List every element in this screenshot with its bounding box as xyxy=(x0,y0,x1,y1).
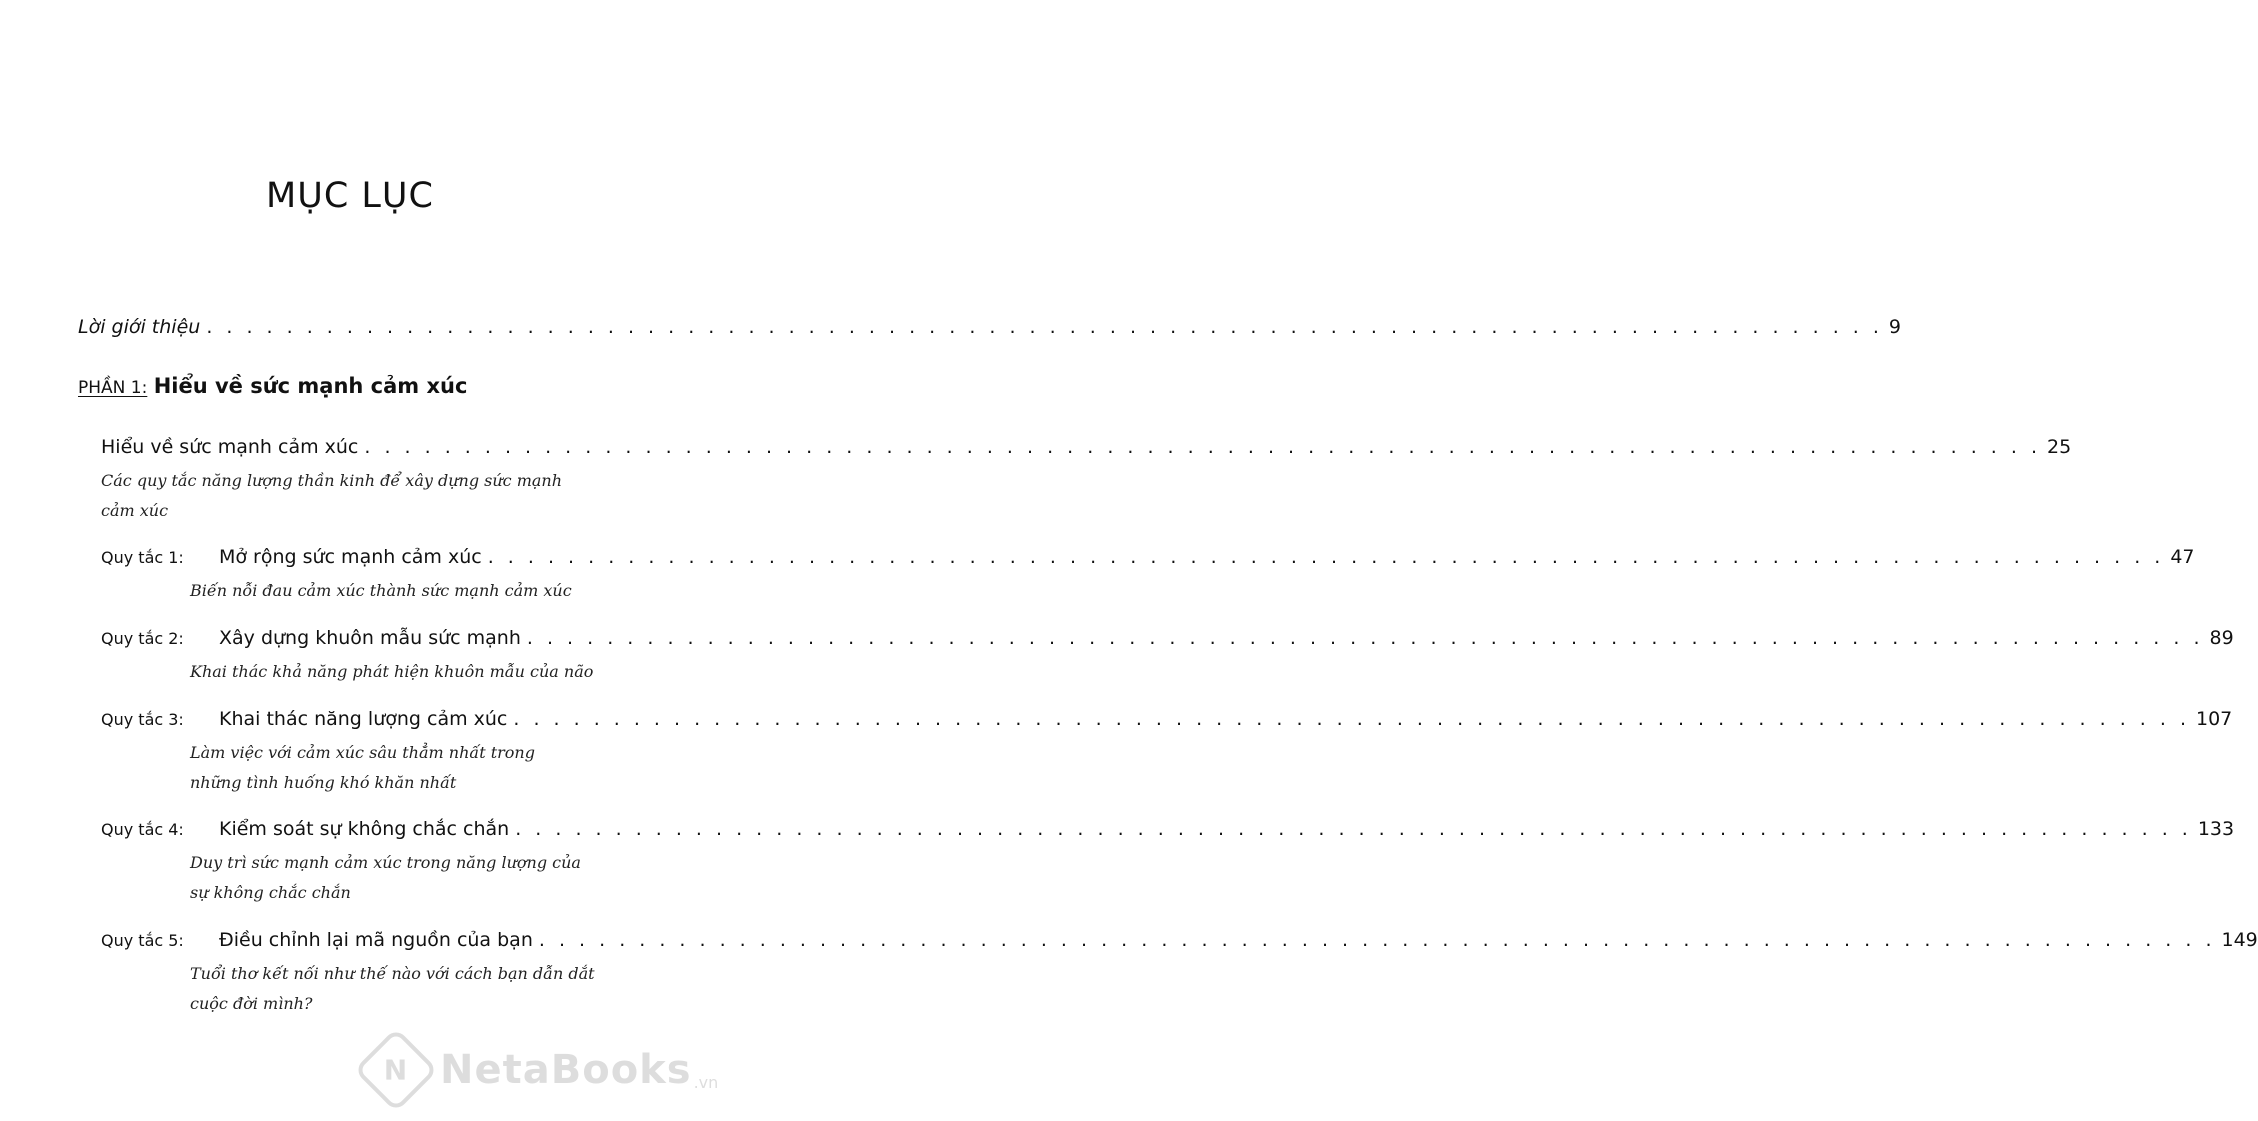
toc-entry-title: Xây dựng khuôn mẫu sức mạnh xyxy=(219,627,521,649)
toc-entry-subtitle xyxy=(190,657,593,687)
netabooks-logo-icon xyxy=(354,1028,439,1113)
toc-entry-label: Lời giới thiệu xyxy=(78,316,201,338)
logo-mark-letter: N xyxy=(384,1053,408,1087)
part-heading xyxy=(78,374,467,398)
toc-entry-rule-5[interactable] xyxy=(101,929,2258,951)
toc-entry-subtitle xyxy=(190,959,595,1019)
toc-entry-intro[interactable] xyxy=(78,316,1902,338)
toc-entry-rule-2[interactable] xyxy=(101,627,2234,649)
toc-entry-title: Mở rộng sức mạnh cảm xúc xyxy=(219,546,482,568)
watermark-brand: NetaBooks xyxy=(440,1047,692,1093)
toc-entry-subtitle xyxy=(101,466,562,526)
page-number: 9 xyxy=(1888,316,1902,338)
subtitle-line: Tuổi thơ kết nối như thế nào với cách bạn dẫn dắt xyxy=(190,964,595,983)
watermark-suffix: .vn xyxy=(693,1073,719,1092)
subtitle-line: Duy trì sức mạnh cảm xúc trong năng lượng của xyxy=(190,853,581,872)
page-number: 25 xyxy=(2047,436,2072,458)
toc-entry-title: Điều chỉnh lại mã nguồn của bạn xyxy=(219,929,533,951)
subtitle-line: cuộc đời mình? xyxy=(190,994,313,1013)
rule-label: Quy tắc 5: xyxy=(101,931,184,950)
subtitle-line: cảm xúc xyxy=(101,501,169,520)
dot-leader xyxy=(539,929,2216,951)
page-number: 89 xyxy=(2209,627,2234,649)
subtitle-line: những tình huống khó khăn nhất xyxy=(190,773,457,792)
dot-leader xyxy=(515,818,2192,840)
page-number: 149 xyxy=(2221,929,2258,951)
toc-entry-subtitle xyxy=(190,738,535,798)
subtitle-line: Các quy tắc năng lượng thần kinh để xây dựng sức mạnh xyxy=(101,471,563,490)
toc-entry-title: Hiểu về sức mạnh cảm xúc xyxy=(101,436,359,458)
page-number: 107 xyxy=(2195,708,2233,730)
subtitle-line: Khai thác khả năng phát hiện khuôn mẫu của não xyxy=(190,662,594,681)
toc-entry-rule-1[interactable] xyxy=(101,546,2195,568)
toc-entry-title: Kiểm soát sự không chắc chắn xyxy=(219,818,510,840)
page-number: 47 xyxy=(2170,546,2195,568)
toc-entry-subtitle xyxy=(190,576,572,606)
rule-label: Quy tắc 2: xyxy=(101,629,184,648)
part-title: Hiểu về sức mạnh cảm xúc xyxy=(153,374,468,398)
dot-leader xyxy=(527,627,2204,649)
rule-label: Quy tắc 4: xyxy=(101,820,184,839)
subtitle-line: Làm việc với cảm xúc sâu thẳm nhất trong xyxy=(190,743,535,762)
toc-entry-rule-4[interactable] xyxy=(101,818,2235,840)
toc-entry-overview[interactable] xyxy=(101,436,2072,458)
toc-entry-subtitle xyxy=(190,848,581,908)
dot-leader xyxy=(206,316,1883,338)
dot-leader xyxy=(513,708,2190,730)
toc-entry-title: Khai thác năng lượng cảm xúc xyxy=(219,708,508,730)
page-title: MỤC LỤC xyxy=(266,176,434,216)
subtitle-line: Biến nỗi đau cảm xúc thành sức mạnh cảm xúc xyxy=(190,581,572,600)
part-label: PHẦN 1: xyxy=(78,378,148,398)
dot-leader xyxy=(364,436,2041,458)
rule-label: Quy tắc 3: xyxy=(101,710,184,729)
page-number: 133 xyxy=(2197,818,2235,840)
subtitle-line: sự không chắc chắn xyxy=(190,883,351,902)
rule-label: Quy tắc 1: xyxy=(101,548,184,567)
dot-leader xyxy=(488,546,2165,568)
watermark-logo xyxy=(366,1040,718,1100)
toc-entry-rule-3[interactable] xyxy=(101,708,2233,730)
